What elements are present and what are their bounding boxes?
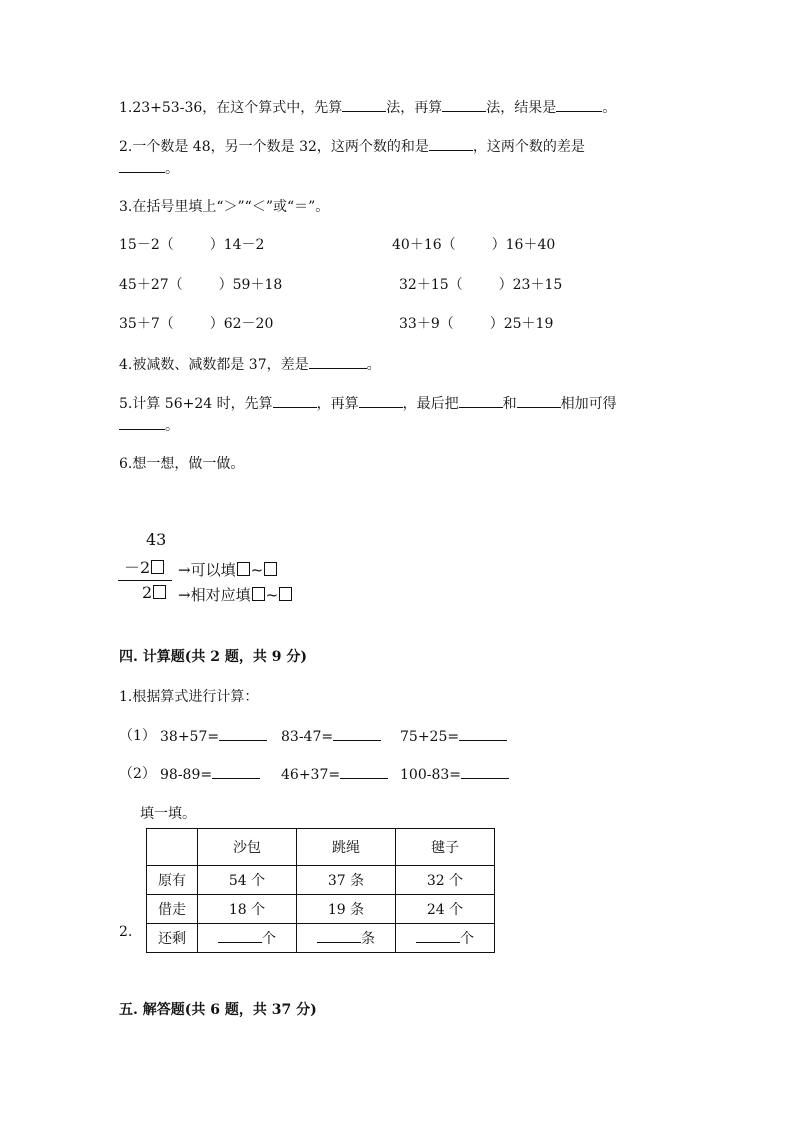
question-2 (119, 136, 585, 157)
table-row-label: 原有 (147, 866, 198, 895)
answer-blank[interactable] (273, 393, 317, 408)
vertical-rule (118, 580, 172, 581)
compare-item (119, 275, 282, 295)
fill-table-intro: 填一填。 (140, 806, 196, 822)
answer-blank[interactable] (442, 97, 486, 112)
question-text: 想一想，做一做。 (132, 456, 245, 472)
table-header-cell: 沙包 (198, 829, 297, 866)
range-box[interactable] (264, 562, 277, 576)
table-header-cell (147, 829, 198, 866)
range-box[interactable] (252, 587, 265, 601)
fill-table (146, 828, 495, 953)
compare-item (392, 235, 555, 255)
calc-expression: 75+25= (400, 729, 460, 745)
unit-text: 条 (361, 931, 375, 947)
answer-blank[interactable] (517, 393, 561, 408)
question-4 (119, 354, 381, 375)
question-text: 法，结果是 (486, 100, 557, 116)
unit-text: 个 (262, 931, 276, 947)
compare-left: 15－2（ (119, 237, 174, 253)
answer-blank[interactable] (218, 928, 262, 943)
calc-expression: 38+57= (160, 729, 220, 745)
question-text: ，这两个数的差是 (472, 139, 585, 155)
question-1 (119, 97, 616, 118)
question-3 (119, 197, 329, 217)
table-row (147, 924, 495, 953)
table-cell (396, 924, 495, 953)
compare-right: ）59＋18 (218, 277, 283, 293)
question-number: 1. (119, 689, 133, 705)
calc-expression: 46+37= (281, 767, 341, 783)
section-5-title: 五. 解答题(共 6 题，共 37 分) (119, 1002, 317, 1018)
compare-item (399, 275, 562, 295)
section-4-title: 四. 计算题(共 2 题，共 9 分) (119, 649, 307, 665)
answer-blank[interactable] (219, 726, 267, 741)
table-row (147, 866, 495, 895)
digit-box[interactable] (151, 560, 164, 574)
compare-item (399, 314, 553, 334)
answer-blank[interactable] (459, 393, 503, 408)
question-text: 。 (602, 100, 617, 116)
subtrahend-text: －2 (124, 558, 151, 577)
compare-right: ）16＋40 (491, 237, 556, 253)
question-number: 3. (119, 199, 133, 215)
calc-item (160, 764, 260, 785)
compare-item (119, 235, 264, 255)
compare-right: ）62－20 (209, 316, 274, 332)
table-cell: 54 个 (198, 866, 297, 895)
question-text: 。 (366, 357, 381, 373)
compare-right: ）25＋19 (489, 316, 554, 332)
question-number: 2. (119, 139, 133, 155)
table-row-label: 还剩 (147, 924, 198, 953)
question-6 (119, 454, 244, 474)
table-cell (297, 924, 396, 953)
question-text: 根据算式进行计算： (132, 689, 259, 705)
question-5 (119, 393, 617, 414)
question-2-continued (119, 158, 179, 179)
vertical-subtrahend (124, 558, 165, 578)
tilde-text: ~ (250, 561, 264, 579)
fill-hint-1 (178, 560, 278, 580)
table-header-cell: 毽子 (396, 829, 495, 866)
question-text: 法，再算 (386, 100, 443, 116)
answer-blank[interactable] (333, 726, 381, 741)
question-text: 在括号里填上“＞”“＜”或“＝”。 (132, 199, 330, 215)
calc-item (281, 764, 388, 785)
answer-blank[interactable] (212, 764, 260, 779)
table-cell: 32 个 (396, 866, 495, 895)
question-number: 2. (119, 924, 133, 940)
question-number: 4. (119, 357, 133, 373)
calc-item (400, 764, 509, 785)
question-number: 5. (119, 396, 133, 412)
hint-text: →可以填 (178, 561, 236, 579)
compare-left: 32＋15（ (399, 277, 463, 293)
hint-text: →相对应填 (178, 586, 251, 604)
calc-expression: 83-47= (281, 729, 334, 745)
compare-right: ）23＋15 (498, 277, 563, 293)
question-text: 计算 56+24 时，先算 (132, 396, 273, 412)
table-row-label: 借走 (147, 895, 198, 924)
range-box[interactable] (237, 562, 250, 576)
table-cell: 18 个 (198, 895, 297, 924)
compare-left: 45＋27（ (119, 277, 183, 293)
answer-blank[interactable] (416, 928, 460, 943)
section-4-question-1 (119, 687, 258, 707)
table-cell: 19 条 (297, 895, 396, 924)
answer-blank[interactable] (429, 136, 473, 151)
answer-blank[interactable] (309, 354, 367, 369)
table-cell: 37 条 (297, 866, 396, 895)
calc-item (400, 726, 507, 747)
fill-hint-2 (178, 585, 293, 605)
calc-row-label: （1） (119, 728, 156, 744)
unit-text: 个 (460, 931, 474, 947)
table-cell: 24 个 (396, 895, 495, 924)
table-cell (198, 924, 297, 953)
vertical-result (142, 583, 167, 603)
question-text: 。 (165, 161, 179, 177)
calc-expression: 98-89= (160, 767, 213, 783)
digit-box[interactable] (153, 585, 166, 599)
answer-blank[interactable] (119, 415, 165, 430)
vertical-top-number: 43 (146, 530, 167, 549)
question-text: 23+53-36，在这个算式中，先算 (132, 100, 343, 116)
range-box[interactable] (279, 587, 292, 601)
compare-right: ）14－2 (209, 237, 265, 253)
question-text: 被减数、减数都是 37，差是 (132, 357, 309, 373)
question-text: 相加可得 (560, 396, 617, 412)
answer-blank[interactable] (459, 726, 507, 741)
tilde-text: ~ (265, 586, 279, 604)
calc-item (281, 726, 381, 747)
question-number: 1. (119, 100, 133, 116)
compare-left: 35＋7（ (119, 316, 174, 332)
answer-blank[interactable] (317, 928, 361, 943)
answer-blank[interactable] (119, 158, 165, 173)
answer-blank[interactable] (556, 97, 602, 112)
answer-blank[interactable] (342, 97, 386, 112)
calc-row-label: （2） (119, 766, 156, 782)
result-text: 2 (142, 583, 153, 602)
compare-left: 40＋16（ (392, 237, 456, 253)
compare-left: 33＋9（ (399, 316, 454, 332)
answer-blank[interactable] (461, 764, 509, 779)
question-text: ，最后把 (402, 396, 459, 412)
table-header-row (147, 829, 495, 866)
answer-blank[interactable] (340, 764, 388, 779)
question-text: 。 (165, 418, 179, 434)
question-text: 一个数是 48，另一个数是 32，这两个数的和是 (132, 139, 429, 155)
question-text: ，再算 (316, 396, 359, 412)
calc-expression: 100-83= (400, 767, 461, 783)
answer-blank[interactable] (359, 393, 403, 408)
question-5-continued (119, 415, 179, 436)
table-header-cell: 跳绳 (297, 829, 396, 866)
compare-item (119, 314, 273, 334)
table-row (147, 895, 495, 924)
calc-item (160, 726, 267, 747)
question-number: 6. (119, 456, 133, 472)
question-text: 和 (502, 396, 517, 412)
